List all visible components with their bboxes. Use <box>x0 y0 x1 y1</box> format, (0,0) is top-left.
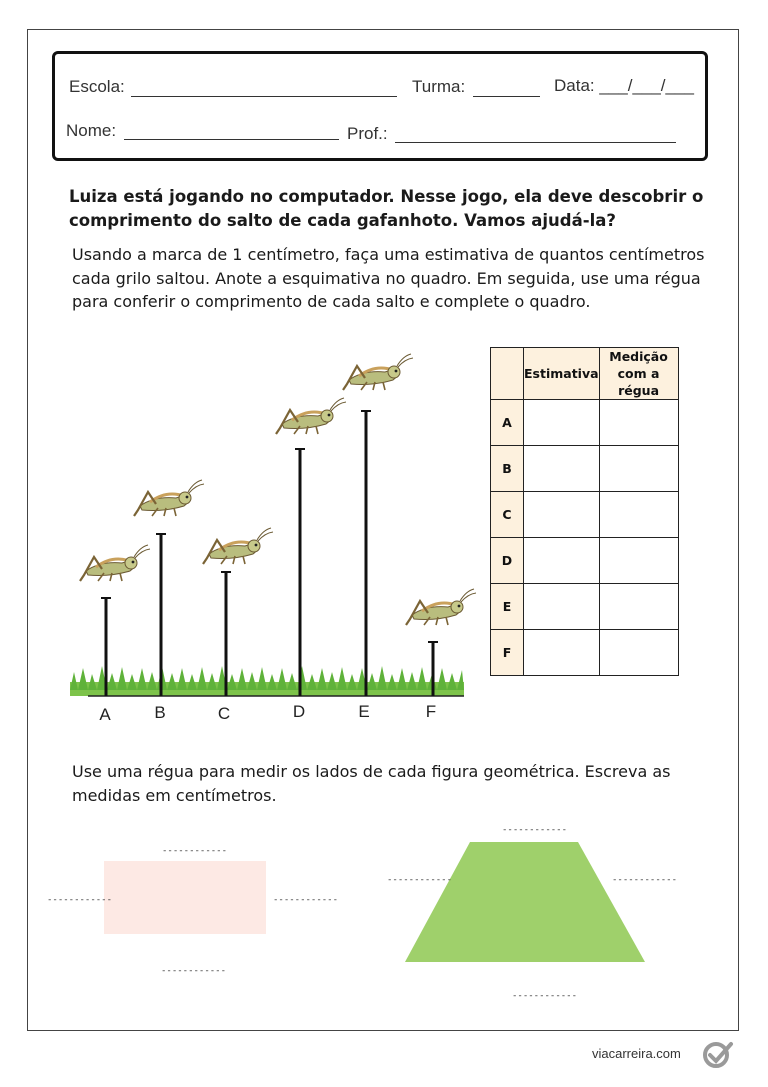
row-label-c: C <box>491 492 524 538</box>
nome-label: Nome: <box>66 121 117 140</box>
cell-medicao-e[interactable] <box>599 584 678 630</box>
row-label-f: F <box>491 630 524 676</box>
grasshopper-f <box>406 589 476 625</box>
table-corner <box>491 348 524 400</box>
row-label-a: A <box>491 400 524 446</box>
grasshopper-d <box>276 398 346 434</box>
rect-right-blank[interactable]: ------------ <box>273 895 339 905</box>
pole-label-c: C <box>217 704 231 723</box>
prof-label: Prof.: <box>347 124 388 143</box>
data-label[interactable]: Data: ___/___/___ <box>554 76 694 95</box>
cell-medicao-c[interactable] <box>599 492 678 538</box>
trap-bottom-blank[interactable]: ------------ <box>512 991 578 1001</box>
cell-medicao-a[interactable] <box>599 400 678 446</box>
grasshopper-c <box>203 528 273 564</box>
rect-bottom-blank[interactable]: ------------ <box>161 966 227 976</box>
pole-label-b: B <box>154 703 166 722</box>
cell-estimativa-c[interactable] <box>524 492 600 538</box>
pole-label-a: A <box>99 705 111 724</box>
col-medicao: Medição com a régua <box>599 348 678 400</box>
trap-top-blank[interactable]: ------------ <box>502 825 568 835</box>
pole-label-f: F <box>425 702 437 721</box>
row-label-d: D <box>491 538 524 584</box>
exercise-2-instructions: Use uma régua para medir os lados de cada figura geométrica. Escreva as medidas em centímetros. <box>72 762 671 805</box>
cell-estimativa-d[interactable] <box>524 538 600 584</box>
cell-medicao-f[interactable] <box>599 630 678 676</box>
cell-estimativa-a[interactable] <box>524 400 600 446</box>
grass-strip <box>70 666 464 696</box>
grasshopper-b <box>134 480 204 516</box>
grasshopper-a <box>80 545 150 581</box>
grasshopper-e <box>343 354 413 390</box>
row-label-b: B <box>491 446 524 492</box>
row-label-e: E <box>491 584 524 630</box>
exercise-1-instructions: Usando a marca de 1 centímetro, faça uma estimativa de quantos centímetros cada grilo saltou. Anote a esquimativa no quadro. Em seguida, use uma régua para conferir o comprimento de cada salto e complete o quadro. <box>72 245 705 311</box>
pole-label-d: D <box>292 702 306 721</box>
footer-site[interactable]: viacarreira.com <box>592 1046 681 1061</box>
escola-label: Escola: <box>69 77 125 96</box>
cell-medicao-d[interactable] <box>599 538 678 584</box>
trap-left-blank[interactable]: ------------ <box>387 875 453 885</box>
cell-medicao-b[interactable] <box>599 446 678 492</box>
turma-label: Turma: <box>412 77 466 96</box>
checkmark-logo-icon <box>701 1038 735 1072</box>
col-estimativa: Estimativa <box>524 348 600 400</box>
rectangle-shape <box>104 861 266 934</box>
rect-top-blank[interactable]: ------------ <box>162 846 228 856</box>
exercise-1-title: Luiza está jogando no computador. Nesse jogo, ela deve descobrir o comprimento do salto de cada gafanhoto. Vamos ajudá-la? <box>69 187 704 230</box>
measurement-table <box>490 347 679 676</box>
cell-estimativa-e[interactable] <box>524 584 600 630</box>
cell-estimativa-f[interactable] <box>524 630 600 676</box>
cell-estimativa-b[interactable] <box>524 446 600 492</box>
rect-left-blank[interactable]: ------------ <box>47 895 113 905</box>
pole-label-e: E <box>358 702 370 721</box>
trap-right-blank[interactable]: ------------ <box>612 875 678 885</box>
trapezoid-shape <box>405 842 645 962</box>
